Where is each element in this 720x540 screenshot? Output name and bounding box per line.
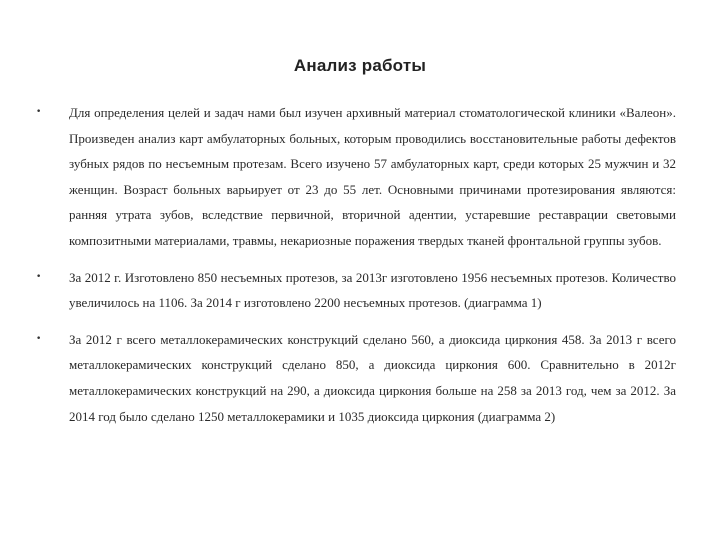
bullet-list [36,100,676,429]
bullet-item-construction-comparison [36,327,676,429]
bullet-item-archive-analysis [36,100,676,254]
bullet-text: За 2012 г. Изготовлено 850 несъемных протезов, за 2013г изготовлено 1956 несъемных протезов. Количество увеличилось на 1106. За 2014 г изготовлено 2200 несъемных протезов. (диаграмма 1) [69,269,676,311]
bullet-dot-icon: • [36,333,42,344]
bullet-text: За 2012 г всего металлокерамических конструкций сделано 560, а диоксида циркония 458. За 2013 г всего металлокерамических конструкций сделано 850, а диоксида циркония 600. Сравнительно в 2012г металлокерамических конструкций на 290, а диоксида циркония больше на 258 за 2013 год, чем за 2012. За 2014 год было сделано 1250 металлокерамики и 1035 диоксида циркония (диаграмма 2) [69,331,676,424]
bullet-dot-icon: • [36,271,42,282]
bullet-text: Для определения целей и задач нами был изучен архивный материал стоматологической клиники «Валеон». Произведен анализ карт амбулаторных больных, которым проводились восстановительные работы дефектов зубных рядов по несъемным протезам. Всего изучено 57 амбулаторных карт, среди которых 25 мужчин и 32 женщин. Возраст больных варьирует от 23 до 55 лет. Основными причинами протезирования являются: ранняя утрата зубов, вследствие первичной, вторичной адентии, устаревшие реставрации световыми композитными материалами, травмы, некариозные поражения твердых тканей фронтальной группы зубов. [69,105,676,248]
slide-title: Анализ работы [293,56,427,75]
bullet-item-prosthesis-counts [36,265,676,316]
bullet-dot-icon: • [36,107,42,117]
